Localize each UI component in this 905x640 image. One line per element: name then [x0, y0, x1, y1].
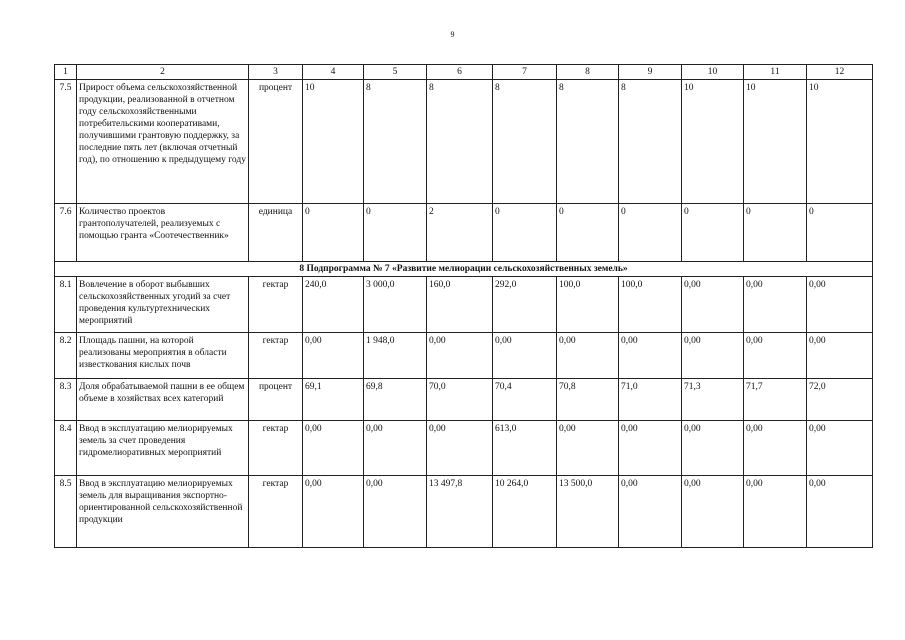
column-header: 5: [364, 65, 427, 80]
row-number: 8.1: [55, 277, 77, 333]
value-cell: 8: [364, 80, 427, 204]
value-cell: 72,0: [807, 379, 873, 421]
column-header: 6: [427, 65, 493, 80]
value-cell: 0: [744, 204, 807, 262]
value-cell: 292,0: [493, 277, 557, 333]
value-cell: 70,4: [493, 379, 557, 421]
value-cell: 0,00: [427, 421, 493, 476]
value-cell: 10: [807, 80, 873, 204]
value-cell: 0,00: [619, 421, 682, 476]
value-cell: 2: [427, 204, 493, 262]
value-cell: 0,00: [682, 421, 744, 476]
value-cell: 0: [619, 204, 682, 262]
value-cell: 0: [557, 204, 619, 262]
row-number: 8.5: [55, 476, 77, 548]
value-cell: 0,00: [303, 333, 364, 379]
indicators-table: [54, 64, 873, 548]
value-cell: 0: [303, 204, 364, 262]
header-row: [55, 65, 873, 80]
column-header: 4: [303, 65, 364, 80]
value-cell: 0,00: [744, 277, 807, 333]
value-cell: 0,00: [807, 277, 873, 333]
value-cell: 8: [427, 80, 493, 204]
value-cell: 70,0: [427, 379, 493, 421]
indicator-name: Прирост объема сельскохозяйственной продукции, реализованной в отчетном году сельскохозяйственными потребительскими кооперативами, получившими грантовую поддержку, за последние пять лет (включая отчетный год), по отношению к предыдущему году: [77, 80, 249, 204]
table-row: [55, 204, 873, 262]
table-row: [55, 421, 873, 476]
indicator-name: Площадь пашни, на которой реализованы мероприятия в области известкования кислых почв: [77, 333, 249, 379]
column-header: 9: [619, 65, 682, 80]
value-cell: 8: [557, 80, 619, 204]
value-cell: 100,0: [619, 277, 682, 333]
column-header: 2: [77, 65, 249, 80]
value-cell: 10: [682, 80, 744, 204]
value-cell: 0,00: [364, 421, 427, 476]
indicator-name: Количество проектов грантополучателей, реализуемых с помощью гранта «Соотечественник»: [77, 204, 249, 262]
value-cell: 0,00: [557, 421, 619, 476]
table-row: [55, 333, 873, 379]
value-cell: 71,3: [682, 379, 744, 421]
row-number: 8.2: [55, 333, 77, 379]
value-cell: 3 000,0: [364, 277, 427, 333]
column-header: 1: [55, 65, 77, 80]
indicator-name: Ввод в эксплуатацию мелиорируемых земель для выращивания экспортно-ориентированной сельскохозяйственной продукции: [77, 476, 249, 548]
section-title: 8 Подпрограмма № 7 «Развитие мелиорации сельскохозяйственных земель»: [55, 262, 873, 277]
value-cell: 0,00: [619, 476, 682, 548]
value-cell: 100,0: [557, 277, 619, 333]
unit-cell: процент: [249, 379, 303, 421]
value-cell: 10: [303, 80, 364, 204]
value-cell: 0,00: [493, 333, 557, 379]
value-cell: 0,00: [807, 476, 873, 548]
value-cell: 0,00: [744, 333, 807, 379]
unit-cell: гектар: [249, 476, 303, 548]
unit-cell: единица: [249, 204, 303, 262]
value-cell: 69,8: [364, 379, 427, 421]
value-cell: 10: [744, 80, 807, 204]
value-cell: 0: [682, 204, 744, 262]
value-cell: 0,00: [682, 277, 744, 333]
value-cell: 0,00: [303, 476, 364, 548]
value-cell: 0,00: [619, 333, 682, 379]
value-cell: 0,00: [364, 476, 427, 548]
value-cell: 8: [619, 80, 682, 204]
column-header: 8: [557, 65, 619, 80]
value-cell: 0,00: [807, 421, 873, 476]
value-cell: 13 497,8: [427, 476, 493, 548]
value-cell: 71,0: [619, 379, 682, 421]
value-cell: 71,7: [744, 379, 807, 421]
table-row: [55, 379, 873, 421]
value-cell: 160,0: [427, 277, 493, 333]
unit-cell: гектар: [249, 421, 303, 476]
row-number: 8.3: [55, 379, 77, 421]
column-header: 10: [682, 65, 744, 80]
value-cell: 69,1: [303, 379, 364, 421]
value-cell: 0,00: [744, 421, 807, 476]
value-cell: 1 948,0: [364, 333, 427, 379]
table-row: [55, 277, 873, 333]
row-number: 7.5: [55, 80, 77, 204]
value-cell: 240,0: [303, 277, 364, 333]
indicator-name: Ввод в эксплуатацию мелиорируемых земель за счет проведения гидромелиоративных мероприятий: [77, 421, 249, 476]
value-cell: 0,00: [682, 476, 744, 548]
table-row: [55, 476, 873, 548]
value-cell: 0: [493, 204, 557, 262]
page-number: 9: [450, 30, 455, 39]
value-cell: 13 500,0: [557, 476, 619, 548]
column-header: 3: [249, 65, 303, 80]
row-number: 8.4: [55, 421, 77, 476]
value-cell: 0,00: [744, 476, 807, 548]
value-cell: 0,00: [682, 333, 744, 379]
unit-cell: гектар: [249, 277, 303, 333]
section-row: [55, 262, 873, 277]
column-header: 7: [493, 65, 557, 80]
value-cell: 0: [364, 204, 427, 262]
indicator-name: Вовлечение в оборот выбывших сельскохозяйственных угодий за счет проведения культуртехнических мероприятий: [77, 277, 249, 333]
column-header: 11: [744, 65, 807, 80]
table-row: [55, 80, 873, 204]
value-cell: 70,8: [557, 379, 619, 421]
value-cell: 0,00: [427, 333, 493, 379]
value-cell: 613,0: [493, 421, 557, 476]
value-cell: 0,00: [303, 421, 364, 476]
value-cell: 8: [493, 80, 557, 204]
value-cell: 0,00: [807, 333, 873, 379]
value-cell: 0: [807, 204, 873, 262]
unit-cell: процент: [249, 80, 303, 204]
unit-cell: гектар: [249, 333, 303, 379]
value-cell: 10 264,0: [493, 476, 557, 548]
indicator-name: Доля обрабатываемой пашни в ее общем объеме в хозяйствах всех категорий: [77, 379, 249, 421]
value-cell: 0,00: [557, 333, 619, 379]
row-number: 7.6: [55, 204, 77, 262]
column-header: 12: [807, 65, 873, 80]
